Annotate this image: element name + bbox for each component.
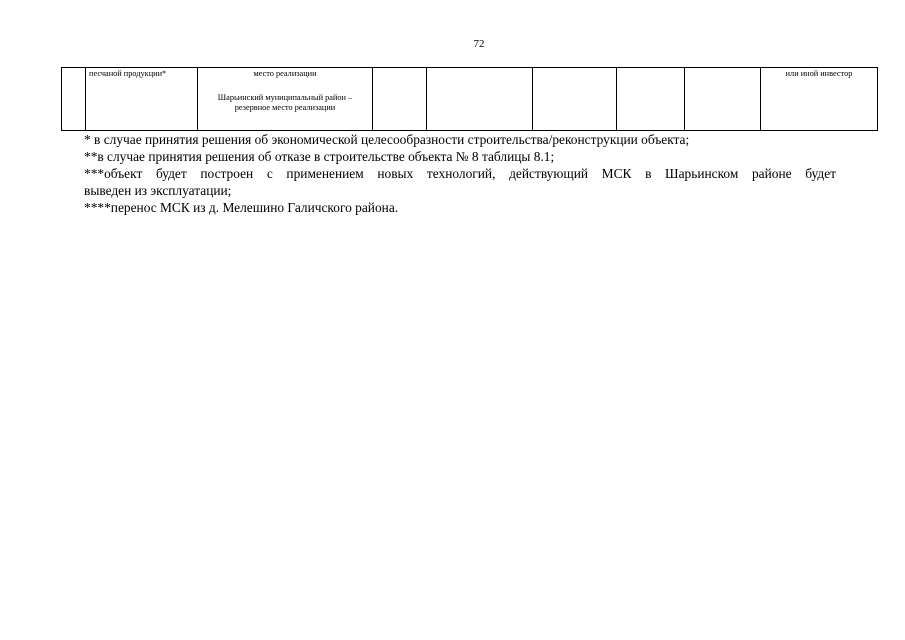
footnote-3-continuation: выведен из эксплуатации;: [84, 183, 232, 198]
table-cell-empty: [427, 68, 533, 131]
footnote-1: * в случае принятия решения об экономической целесообразности строительства/реконструкции объекта;: [84, 132, 690, 147]
page-number: 72: [473, 38, 485, 50]
footnotes: [84, 131, 836, 216]
footnote-2: **в случае принятия решения об отказе в строительстве объекта № 8 таблицы 8.1;: [84, 149, 555, 164]
table-row: [62, 68, 878, 131]
continuation-table: [61, 67, 878, 131]
table-cell-number: [62, 68, 86, 131]
table-cell-empty: [617, 68, 685, 131]
table-cell-empty: [533, 68, 617, 131]
table-cell-investor: или иной инвестор: [761, 68, 878, 131]
place-reserve-text: Шарьинский муниципальный район – резервное место реализации: [217, 93, 353, 112]
place-primary-text: место реализации: [253, 69, 317, 78]
footnote-3: ***объект будет построен с применением новых технологий, действующий МСК в Шарьинском районе будет: [84, 166, 836, 181]
table-cell-place: [198, 68, 373, 131]
table-cell-empty: [685, 68, 761, 131]
footnote-4: ****перенос МСК из д. Мелешино Галичского района.: [84, 200, 399, 215]
place-spacer: [201, 79, 369, 93]
table-cell-name: песчаной продукции*: [86, 68, 198, 131]
table-cell-empty: [373, 68, 427, 131]
